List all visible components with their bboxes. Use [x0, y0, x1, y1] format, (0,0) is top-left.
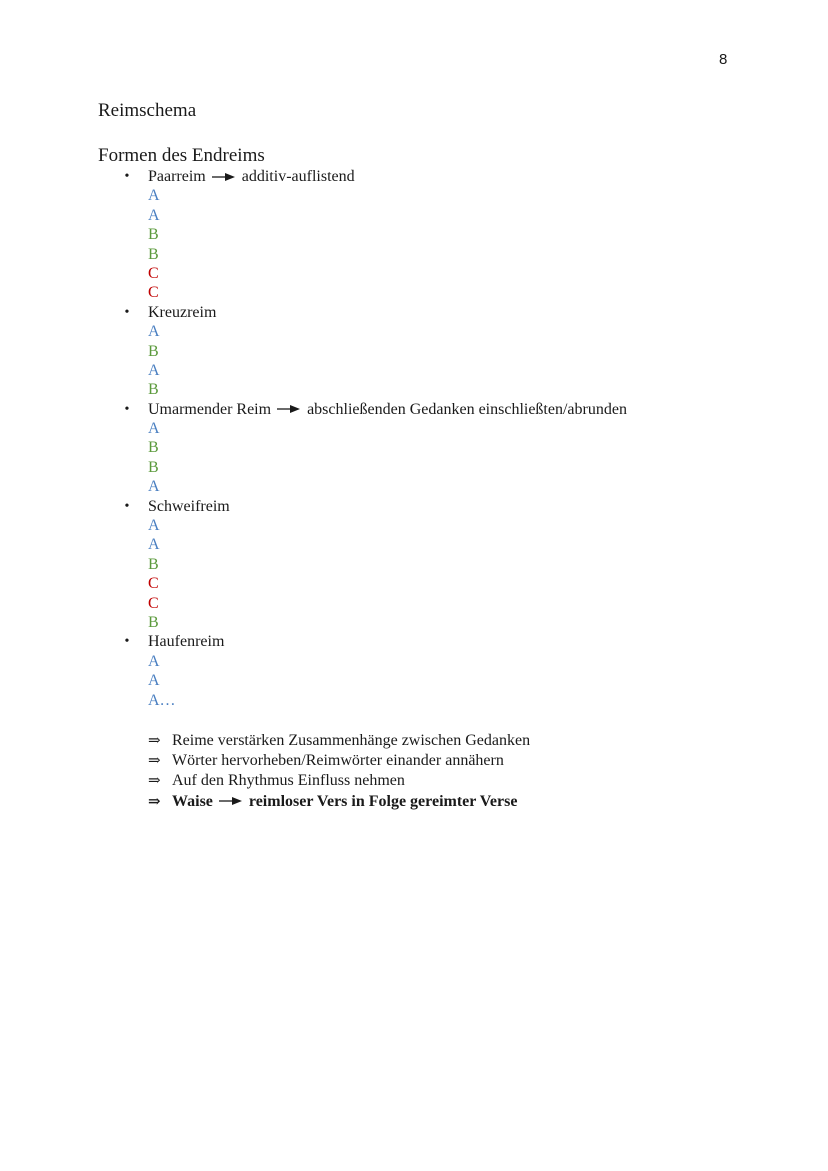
conclusion-item: [148, 770, 530, 790]
rhyme-letter: C: [148, 594, 159, 612]
rhyme-form-item: [0, 497, 828, 516]
rhyme-scheme-line: [0, 652, 828, 671]
conclusion-definition: reimloser Vers in Folge gereimter Verse: [248, 792, 518, 810]
rhyme-letter: A: [148, 206, 160, 224]
rhyme-letter: C: [148, 575, 159, 593]
rhyme-letter: B: [148, 245, 159, 263]
conclusions-list: [148, 730, 530, 811]
bullet-icon: •: [124, 634, 130, 650]
page-number: 8: [719, 51, 728, 68]
conclusion-text: Reime verstärken Zusammenhänge zwischen Gedanken: [172, 732, 531, 749]
rhyme-scheme-line: [0, 671, 828, 690]
implies-arrow-icon: ⇒: [148, 791, 161, 810]
arrow-right-icon: [277, 400, 301, 419]
rhyme-form-name: Kreuzreim: [148, 303, 217, 321]
rhyme-scheme-line: [0, 245, 828, 264]
conclusion-item: [148, 730, 530, 750]
rhyme-form-item: [0, 167, 828, 186]
implies-arrow-icon: ⇒: [148, 731, 161, 749]
rhyme-letter: B: [148, 458, 159, 476]
rhyme-letter: A: [148, 420, 160, 438]
rhyme-scheme-line: [0, 458, 828, 477]
rhyme-scheme-line: [0, 225, 828, 244]
rhyme-letter: C: [148, 284, 159, 302]
rhyme-forms-list: [0, 167, 828, 710]
rhyme-scheme-line: [0, 186, 828, 205]
rhyme-form-item: [0, 632, 828, 651]
rhyme-scheme-line: [0, 477, 828, 496]
rhyme-letter: B: [148, 613, 159, 631]
rhyme-form-name: Umarmender Reim: [148, 400, 272, 418]
rhyme-letter: B: [148, 342, 159, 360]
section-heading: Reimschema: [98, 100, 197, 121]
conclusion-item: [148, 791, 530, 811]
arrow-right-icon: [219, 792, 243, 812]
rhyme-scheme-line: [0, 516, 828, 535]
rhyme-letter: A: [148, 187, 160, 205]
rhyme-scheme-line: [0, 574, 828, 593]
rhyme-scheme-line: [0, 264, 828, 283]
bullet-icon: •: [124, 304, 130, 320]
rhyme-letter: A: [148, 361, 160, 379]
bullet-icon: •: [124, 401, 130, 417]
rhyme-letter: A: [148, 536, 160, 554]
rhyme-scheme-line: [0, 555, 828, 574]
rhyme-letter: B: [148, 555, 159, 573]
rhyme-letter: C: [148, 264, 159, 282]
section-subheading: Formen des Endreims: [98, 145, 265, 166]
rhyme-form-description: abschließenden Gedanken einschließten/abrunden: [307, 400, 627, 418]
rhyme-form-description: additiv-auflistend: [241, 168, 355, 185]
rhyme-letter: B: [148, 226, 159, 244]
rhyme-scheme-line: [0, 206, 828, 225]
rhyme-letter: A: [148, 478, 160, 496]
rhyme-scheme-line: [0, 361, 828, 380]
conclusion-item: [148, 750, 530, 770]
conclusion-term: Waise: [172, 792, 213, 810]
rhyme-scheme-line: [0, 380, 828, 399]
bullet-icon: •: [124, 169, 130, 184]
rhyme-scheme-line: [0, 613, 828, 632]
rhyme-form-item: [0, 303, 828, 322]
implies-arrow-icon: ⇒: [148, 771, 161, 790]
rhyme-scheme-line: [0, 419, 828, 438]
bullet-icon: •: [124, 498, 130, 514]
rhyme-scheme-line: [0, 691, 828, 710]
rhyme-scheme-line: [0, 535, 828, 554]
conclusion-text: Auf den Rhythmus Einfluss nehmen: [172, 772, 405, 790]
rhyme-scheme-line: [0, 342, 828, 361]
rhyme-form-name: Schweifreim: [148, 497, 230, 515]
rhyme-scheme-line: [0, 322, 828, 341]
rhyme-scheme-line: [0, 283, 828, 302]
rhyme-form-name: Paarreim: [148, 168, 206, 185]
rhyme-scheme-line: [0, 438, 828, 457]
rhyme-letter: B: [148, 439, 159, 457]
rhyme-letter: A: [148, 672, 160, 690]
rhyme-letter: A: [148, 323, 160, 341]
implies-arrow-icon: ⇒: [148, 751, 161, 770]
rhyme-letter: B: [148, 381, 159, 399]
conclusion-text: Wörter hervorheben/Reimwörter einander annähern: [172, 752, 504, 770]
rhyme-form-name: Haufenreim: [148, 633, 225, 651]
rhyme-letter: A…: [148, 691, 176, 709]
rhyme-letter: A: [148, 652, 160, 670]
rhyme-letter: A: [148, 517, 160, 535]
rhyme-scheme-line: [0, 594, 828, 613]
rhyme-form-item: [0, 400, 828, 419]
arrow-right-icon: [212, 168, 236, 187]
